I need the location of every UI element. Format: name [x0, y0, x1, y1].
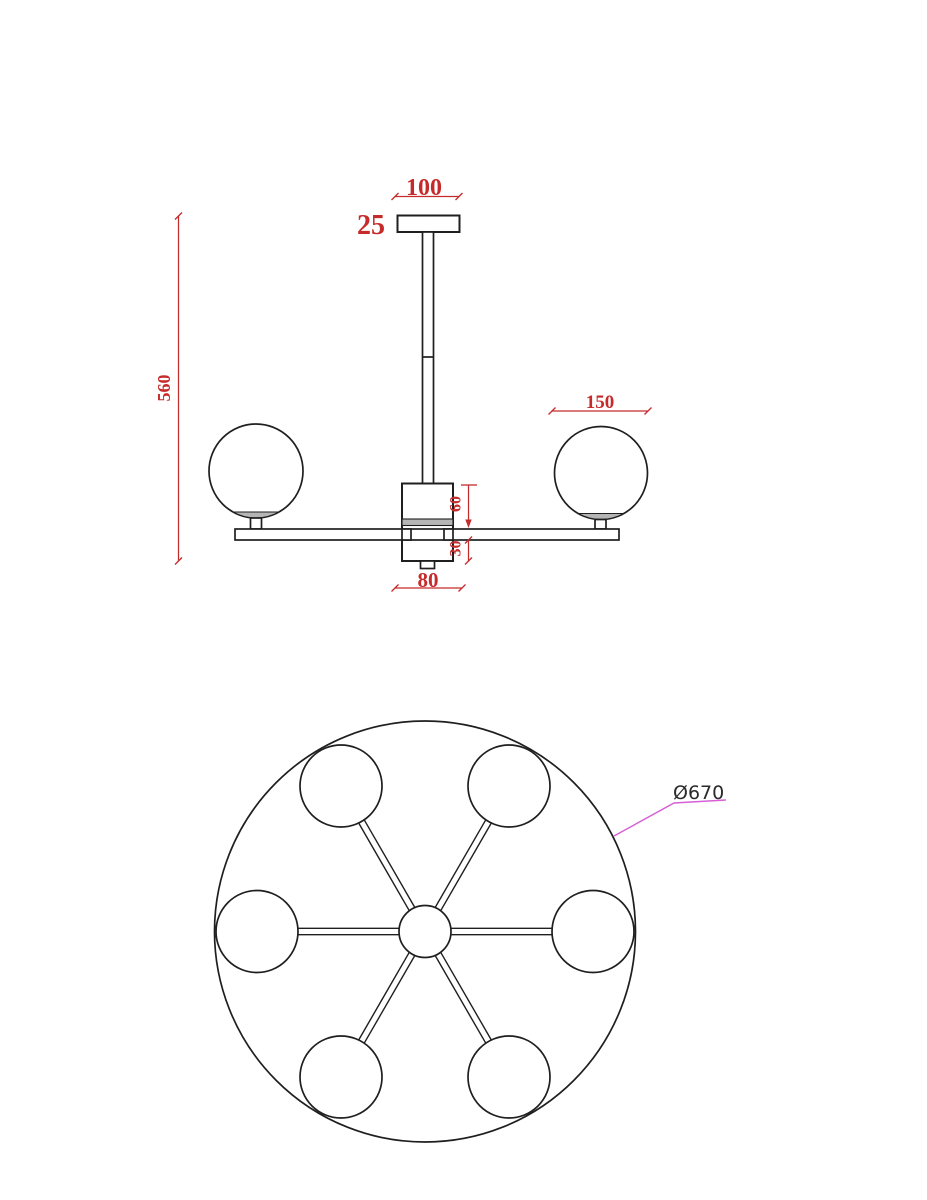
left-arm-clip — [402, 529, 411, 540]
right-globe-neck — [595, 520, 606, 530]
left-globe-neck — [251, 518, 262, 529]
right-globe-fitter — [578, 514, 624, 520]
plan-globe-upper-right — [468, 745, 550, 827]
plan-globe-left — [216, 891, 298, 973]
dim-body-width — [392, 568, 466, 592]
left-globe-fitter — [233, 512, 279, 518]
plan-globe-lower-right — [468, 1036, 550, 1118]
plan-globe-right — [552, 891, 634, 973]
diameter-label: Ø670 — [673, 782, 725, 804]
spoke-lower-right — [434, 951, 493, 1046]
left-globe-shade — [209, 424, 303, 518]
dim-globe-diameter — [549, 392, 652, 415]
spoke-upper-left — [357, 817, 416, 912]
dim-body-upper-height-text: 60 — [447, 496, 465, 512]
dim-canopy-width-text: 100 — [406, 175, 442, 201]
spoke-right — [449, 928, 555, 934]
cross-arm — [235, 529, 619, 540]
diameter-leader-line — [614, 800, 726, 836]
plan-globe-lower-left — [300, 1036, 382, 1118]
dim-body-width-text: 80 — [417, 568, 439, 592]
elevation-view — [154, 175, 652, 592]
dim-canopy-height-text: 25 — [357, 210, 385, 241]
plan-globe-upper-left — [300, 745, 382, 827]
right-globe — [555, 427, 648, 530]
spoke-lower-left — [357, 951, 416, 1046]
right-arm-clip — [444, 529, 453, 540]
dim-overall-height-text: 560 — [154, 374, 174, 402]
body-slot-band — [402, 519, 453, 526]
dim-overall-height — [154, 213, 182, 565]
right-globe-shade — [555, 427, 648, 520]
dim-canopy-width — [392, 175, 463, 201]
dim-globe-diameter-text: 150 — [585, 392, 615, 413]
plan-center-hub — [399, 906, 451, 958]
ceiling-canopy — [398, 216, 460, 233]
spoke-upper-right — [434, 817, 493, 912]
dim-body-lower-height-text: 30 — [447, 540, 465, 557]
spoke-left — [295, 928, 401, 934]
left-globe — [209, 424, 303, 529]
plan-view — [215, 721, 727, 1142]
